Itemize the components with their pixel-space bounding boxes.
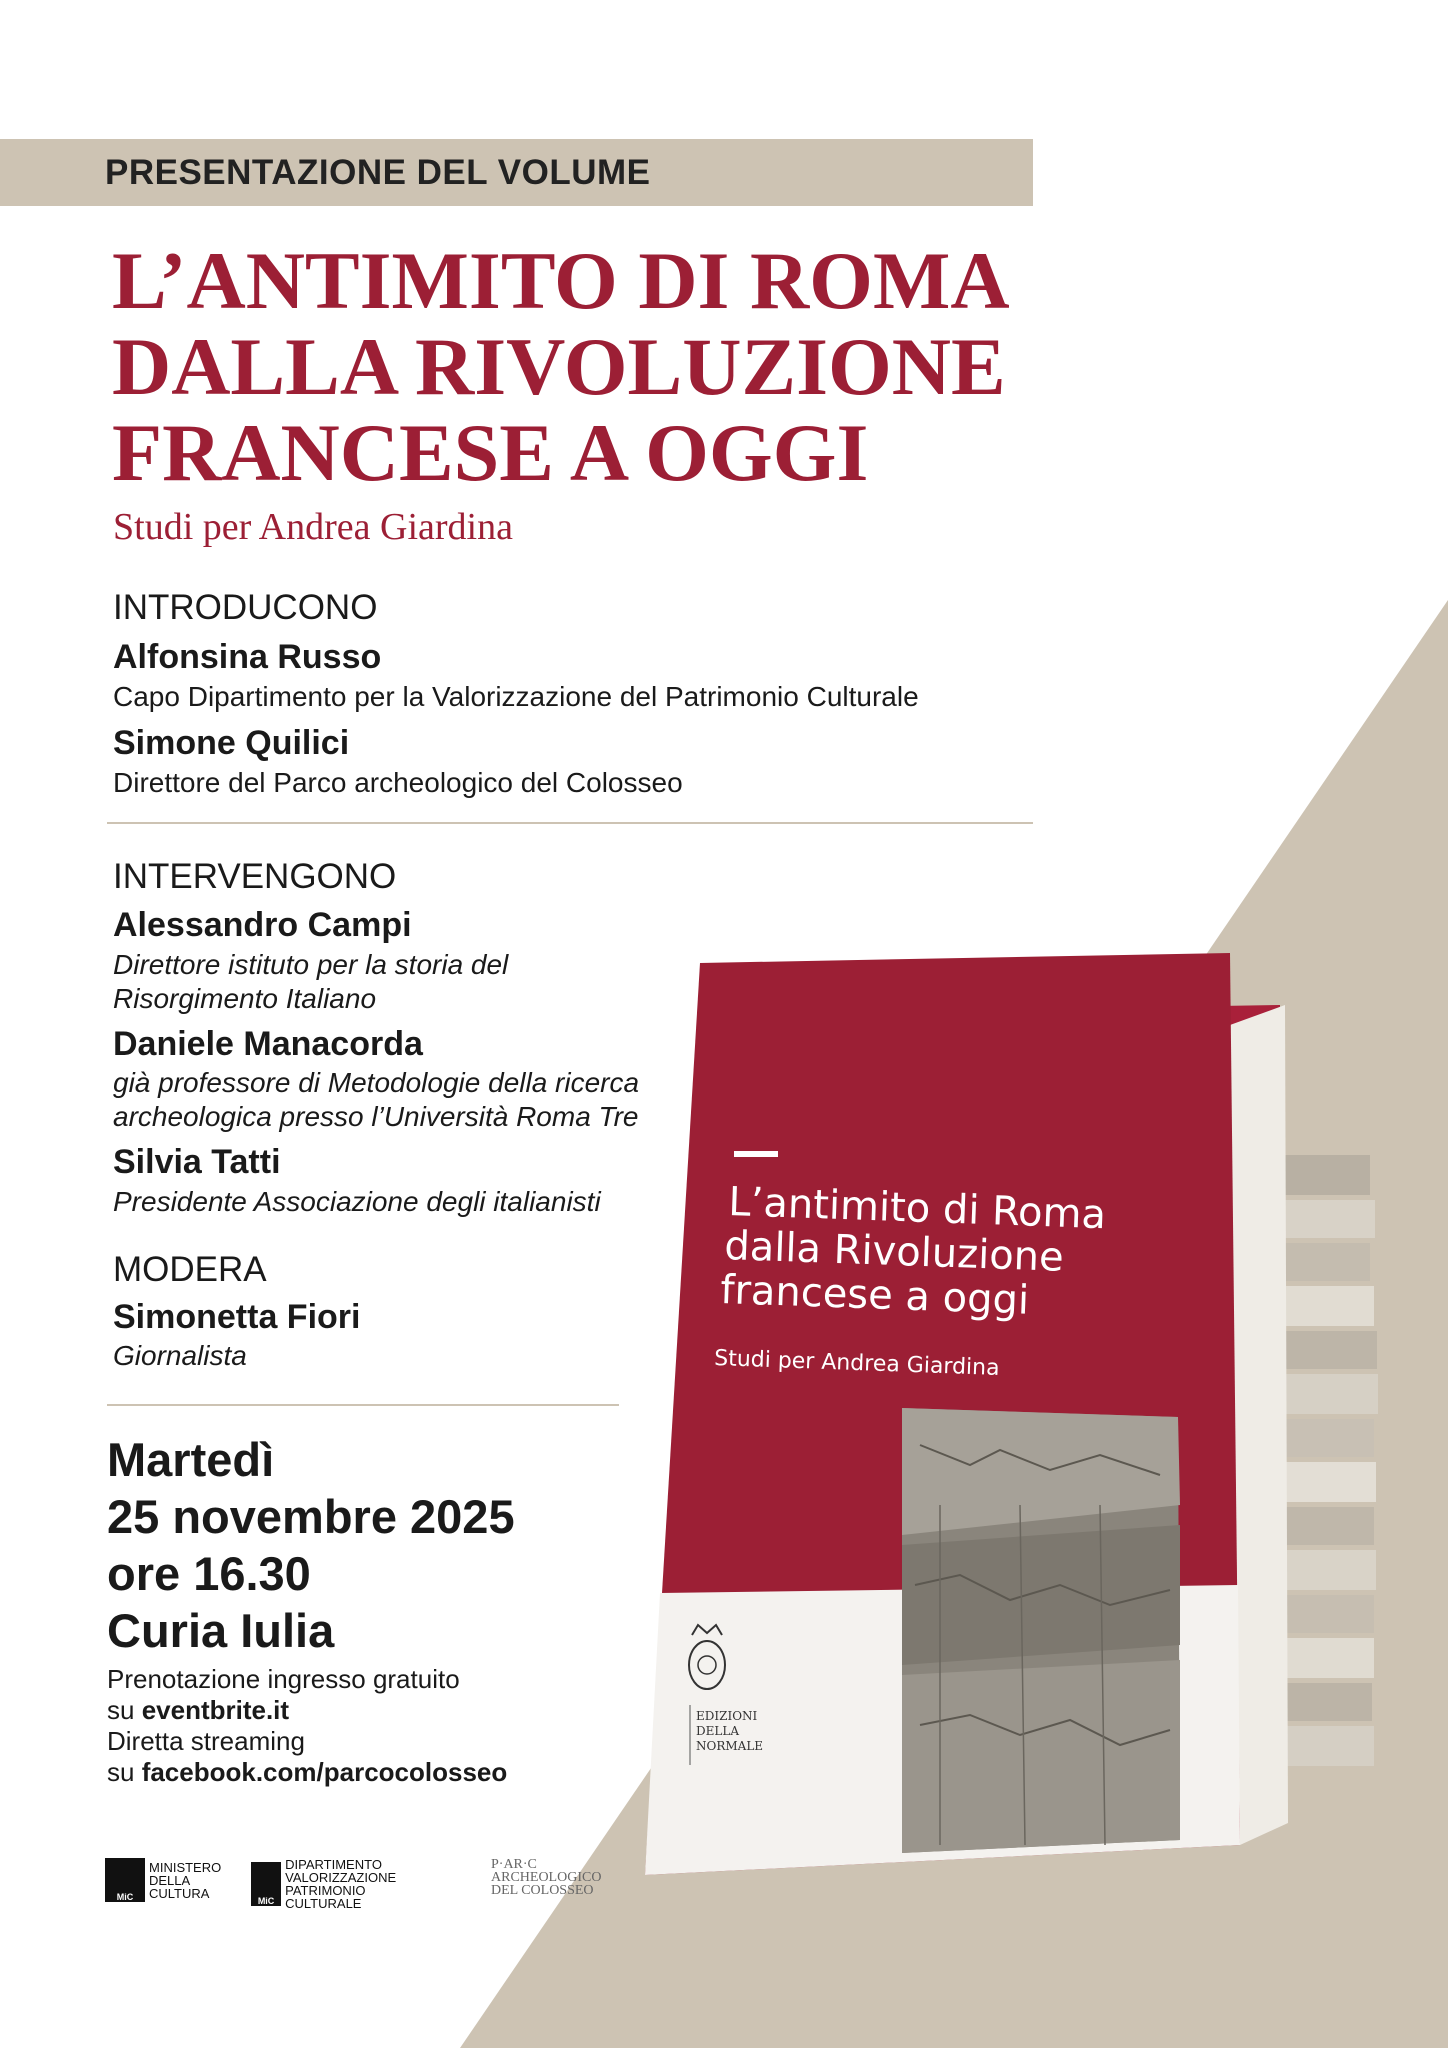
speaker-role — [113, 1185, 673, 1219]
logo-ministero-cultura — [105, 1858, 221, 1902]
logo-text-line: VALORIZZAZIONE — [285, 1870, 397, 1885]
speaker-role-line: Presidente Associazione degli italianisti — [113, 1186, 601, 1217]
intervengono-heading: INTERVENGONO — [113, 857, 397, 896]
event-date: 25 novembre 2025 — [107, 1490, 515, 1543]
logo-dipartimento — [251, 1858, 406, 1910]
speaker-name: Alfonsina Russo — [113, 638, 382, 676]
speaker-name: Alessandro Campi — [113, 906, 412, 944]
speaker-name: Daniele Manacorda — [113, 1025, 423, 1063]
booking-line — [107, 1757, 507, 1788]
publisher-line-3: NORMALE — [696, 1739, 764, 1753]
mic-logo-icon: MiC — [251, 1862, 281, 1906]
booking-prefix: su — [107, 1695, 142, 1725]
event-place: Curia Iulia — [107, 1604, 335, 1657]
booking-info — [107, 1664, 507, 1788]
logo-text-line: MINISTERO — [149, 1859, 222, 1875]
moderator-role: Giornalista — [113, 1340, 247, 1371]
speaker-role-line: Risorgimento Italiano — [113, 983, 377, 1014]
event-time: ore 16.30 — [107, 1547, 311, 1600]
introducono-heading: INTRODUCONO — [113, 588, 378, 627]
section-divider — [107, 822, 1033, 824]
speaker-role-line: già professore di Metodologie della ricerca — [113, 1067, 640, 1098]
logo-text-line: DEL COLOSSEO — [491, 1883, 594, 1898]
speaker-role-line: Direttore istituto per la storia del — [113, 949, 509, 980]
book-title-line-3: francese a oggi — [719, 1267, 1030, 1324]
speaker-role: Direttore del Parco archeologico del Colosseo — [113, 767, 683, 798]
logo-text-line: DIPARTIMENTO — [285, 1857, 382, 1872]
booking-line: Prenotazione ingresso gratuito — [107, 1664, 460, 1694]
book-title-line-2: dalla Rivoluzione — [723, 1223, 1065, 1281]
title-line-2: DALLA RIVOLUZIONE — [112, 321, 1006, 412]
event-day: Martedì — [107, 1433, 275, 1486]
speaker-name: Silvia Tatti — [113, 1143, 281, 1181]
logo-text-line: PATRIMONIO CULTURALE — [285, 1883, 366, 1911]
speaker-role-line: archeologica presso l’Università Roma Tre — [113, 1101, 639, 1132]
title-line-1: L’ANTIMITO DI ROMA — [112, 235, 1010, 326]
booking-line: Diretta streaming — [107, 1726, 305, 1756]
speaker-role — [113, 1066, 673, 1134]
header-label: PRESENTAZIONE DEL VOLUME — [105, 153, 651, 192]
event-details — [107, 1431, 515, 1659]
facebook-link[interactable]: facebook.com/parcocolosseo — [141, 1757, 508, 1787]
logo-text-line: P·AR·C — [491, 1857, 537, 1872]
page-title — [112, 235, 1010, 498]
logo-text-line: ARCHEOLOGICO — [491, 1870, 602, 1885]
book-cover-illustration — [640, 945, 1390, 1905]
section-divider — [107, 1404, 619, 1406]
booking-prefix: su — [107, 1757, 142, 1787]
mic-logo-icon: MiC — [105, 1858, 145, 1902]
title-line-3: FRANCESE A OGGI — [112, 407, 869, 498]
moderator-name: Simonetta Fiori — [113, 1298, 361, 1336]
speaker-role — [113, 948, 673, 1016]
header-band — [0, 139, 1033, 206]
book-subtitle: Studi per Andrea Giardina — [713, 1346, 1000, 1381]
speaker-name: Simone Quilici — [113, 724, 350, 762]
modera-heading: MODERA — [113, 1250, 267, 1289]
book-engraving-image — [902, 1408, 1180, 1853]
logo-text-line: CULTURA — [149, 1885, 210, 1901]
eventbrite-link[interactable]: eventbrite.it — [141, 1695, 290, 1725]
logo-text-line: DELLA — [149, 1872, 191, 1888]
publisher-line-1: EDIZIONI — [696, 1709, 758, 1723]
booking-line — [107, 1695, 507, 1726]
book-title-line-1: L’antimito di Roma — [727, 1179, 1107, 1239]
publisher-line-2: DELLA — [696, 1724, 739, 1738]
logo-parco-colosseo — [491, 1858, 601, 1897]
speaker-role: Capo Dipartimento per la Valorizzazione del Patrimonio Culturale — [113, 681, 919, 712]
page-subtitle: Studi per Andrea Giardina — [113, 506, 513, 548]
